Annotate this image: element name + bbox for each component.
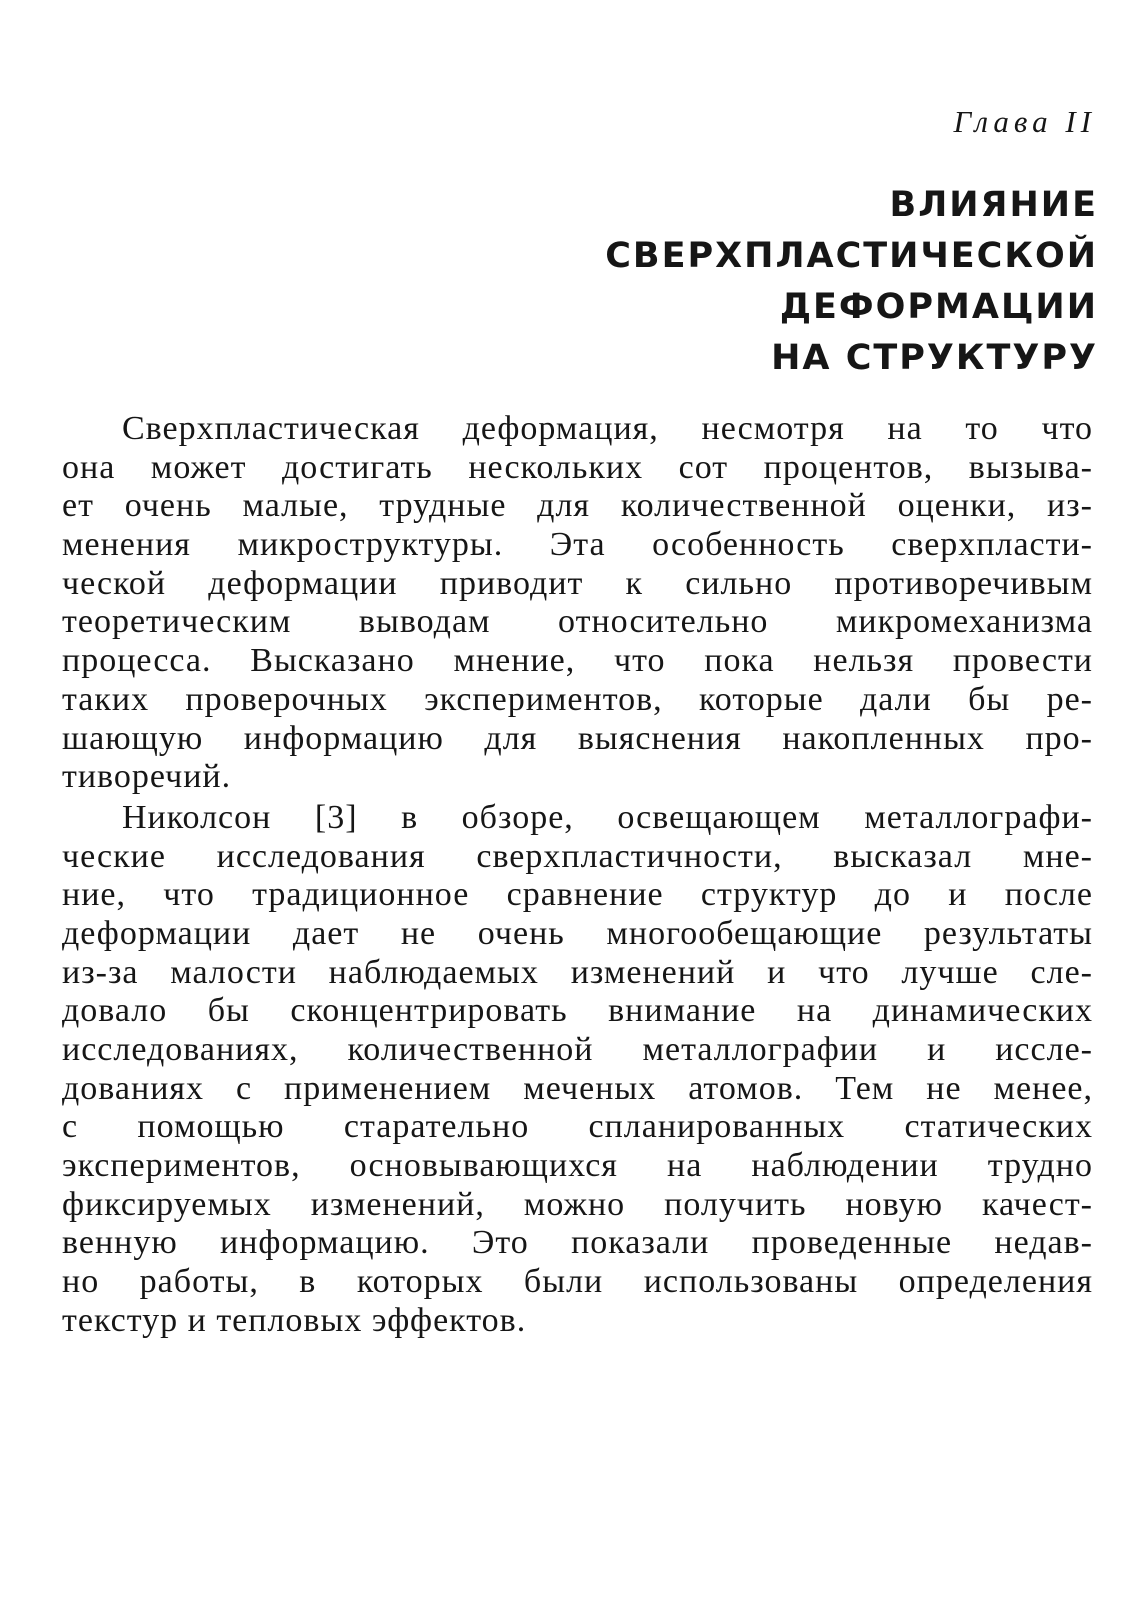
text-line: но работы, в которых были использованы определения: [62, 1263, 1093, 1301]
text-line: ние, что традиционное сравнение структур до и после: [62, 876, 1093, 914]
text-line: фиксируемых изменений, можно получить новую качест-: [62, 1185, 1093, 1223]
chapter-title-line: ВЛИЯНИЕ: [889, 185, 1098, 225]
text-line: текстур и тепловых эффектов.: [62, 1301, 527, 1339]
text-line: Николсон [3] в обзоре, освещающем металлографи-: [122, 798, 1093, 836]
text-line: из-за малости наблюдаемых изменений и что лучше сле-: [62, 953, 1093, 991]
text-line: исследованиях, количественной металлографии и иссле-: [62, 1031, 1093, 1068]
chapter-title-line: НА СТРУКТУРУ: [771, 338, 1098, 378]
paragraph: [62, 410, 1093, 797]
text-line: ет очень малые, трудные для количественной оценки, из-: [62, 487, 1093, 525]
chapter-title: [605, 180, 1098, 384]
text-line: венную информацию. Это показали проведенные недав-: [62, 1224, 1093, 1262]
text-line: экспериментов, основывающихся на наблюдении трудно: [62, 1147, 1093, 1185]
text-line: ческой деформации приводит к сильно противоречивым: [62, 564, 1093, 602]
text-line: теоретическим выводам относительно микромеханизма: [62, 603, 1093, 641]
chapter-label: Глава II: [953, 104, 1096, 139]
text-line: ческие исследования сверхпластичности, высказал мне-: [62, 837, 1093, 875]
text-line: она может достигать нескольких сот процентов, вызыва-: [62, 448, 1093, 486]
text-line: довало бы сконцентрировать внимание на динамических: [62, 992, 1093, 1030]
text-line: таких проверочных экспериментов, которые дали бы ре-: [62, 680, 1093, 718]
text-line: шающую информацию для выяснения накопленных про-: [62, 719, 1093, 757]
chapter-title-line: СВЕРХПЛАСТИЧЕСКОЙ: [605, 236, 1098, 276]
body-text: [62, 410, 1093, 1341]
text-line: тиворечий.: [62, 758, 232, 796]
text-line: с помощью старательно спланированных статических: [62, 1108, 1093, 1146]
text-line: дованиях с применением меченых атомов. Тем не менее,: [62, 1069, 1093, 1107]
paragraph: [62, 799, 1093, 1341]
text-line: Сверхпластическая деформация, несмотря на то что: [122, 410, 1093, 447]
chapter-title-line: ДЕФОРМАЦИИ: [779, 287, 1098, 327]
text-line: деформации дает не очень многообещающие результаты: [62, 914, 1093, 952]
text-line: менения микроструктуры. Эта особенность сверхпласти-: [62, 526, 1093, 564]
text-line: процесса. Высказано мнение, что пока нельзя провести: [62, 642, 1093, 680]
